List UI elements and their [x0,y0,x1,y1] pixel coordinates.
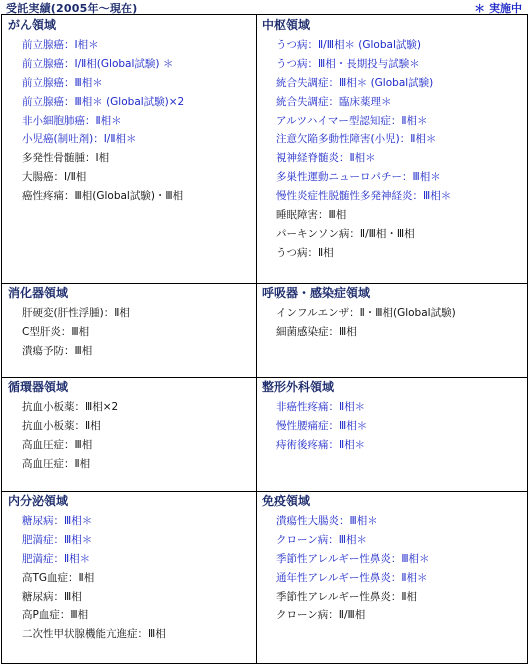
trial-item-ongoing: 非癌性疼痛：Ⅱ相＊ [276,401,366,413]
section-title: 循環器領域 [8,380,69,394]
trial-item: インフルエンザ：Ⅱ・Ⅲ相(Global試験) [276,307,456,319]
trial-item: 抗血小板薬：Ⅲ相×2 [22,401,119,413]
section-title: 免疫領域 [262,494,311,508]
trial-item-ongoing: 多巣性運動ニューロパチー：Ⅲ相＊ [276,171,441,184]
trial-item-ongoing: 通年性アレルギー性鼻炎：Ⅱ相＊ [276,571,428,584]
trial-item: 細菌感染症：Ⅲ相 [276,325,357,338]
trial-item: 多発性骨髄腫：Ⅰ相 [22,152,110,165]
section-immunology [256,491,529,665]
trial-item: 高血圧症：Ⅲ相 [22,438,93,451]
page-title: 受託実績(2005年～現在) [6,2,138,15]
trial-item: クローン病：Ⅱ/Ⅲ相 [276,609,366,622]
trial-item-ongoing: 季節性アレルギー性鼻炎：Ⅲ相＊ [276,552,430,565]
section-title: 整形外科領域 [262,380,335,394]
trial-item-ongoing: 慢性炎症性脱髄性多発神経炎：Ⅲ相＊ [276,190,452,203]
trial-item: 大腸癌：Ⅰ/Ⅱ相 [22,171,87,184]
section-item-list [22,398,118,474]
trial-item-ongoing: 肥満症：Ⅱ相＊ [22,552,91,565]
section-cardiovascular [2,377,256,491]
trial-item-ongoing: 前立腺癌：Ⅰ相＊ [22,39,99,51]
trial-item-ongoing: 前立腺癌：Ⅲ相＊ (Global試験)×2 [22,95,185,108]
trial-item: 潰瘍予防：Ⅲ相 [22,344,93,357]
trial-item-ongoing: 統合失調症：臨床薬理＊ [276,95,392,108]
trial-item-ongoing: クローン病：Ⅲ相＊ [276,533,368,546]
section-oncology [2,15,256,283]
trial-item: 睡眠障害：Ⅲ相 [276,209,347,222]
section-gastroenterology [2,283,256,377]
section-title: 消化器領域 [8,286,69,300]
trial-item: 高TG血症：Ⅱ相 [22,571,95,584]
section-item-list [276,304,456,342]
trial-item: 癌性疼痛：Ⅲ相(Global試験)・Ⅲ相 [22,190,184,203]
section-item-list [22,304,130,361]
trial-item-ongoing: 糖尿病：Ⅲ相＊ [22,515,93,527]
section-item-list [22,36,184,206]
trial-item-ongoing: うつ病：Ⅲ相・長期投与試験＊ [276,57,420,70]
header [0,0,530,15]
trial-item: C型肝炎：Ⅲ相 [22,325,90,338]
trial-item: 季節性アレルギー性鼻炎：Ⅱ相 [276,590,417,603]
ongoing-legend: ＊ 実施中 [474,2,522,15]
trial-item: 高P血症：Ⅲ相 [22,609,89,622]
section-title: 呼吸器・感染症領域 [262,286,371,300]
section-title: がん領域 [8,18,57,32]
section-title: 中枢領域 [262,18,311,32]
section-item-list [22,512,166,644]
trial-item-ongoing: 注意欠陥多動性障害(小児)：Ⅱ相＊ [276,133,437,146]
trial-item-ongoing: 慢性腰痛症：Ⅲ相＊ [276,419,368,432]
trial-item: 高血圧症：Ⅱ相 [22,457,91,470]
trial-item-ongoing: 統合失調症：Ⅲ相＊ (Global試験) [276,76,434,89]
section-endocrinology [2,491,256,665]
trial-item-ongoing: 前立腺癌：Ⅰ/Ⅱ相(Global試験) ＊ [22,57,174,70]
trial-item: 二次性甲状腺機能亢進症：Ⅲ相 [22,628,166,641]
section-item-list [276,36,451,263]
trial-item: 肝硬変(肝性浮腫)：Ⅱ相 [22,307,130,319]
section-cns [256,15,529,283]
trial-item-ongoing: 小児癌(制吐剤)：Ⅰ/Ⅱ相＊ [22,133,137,146]
trial-item: パーキンソン病：Ⅱ/Ⅲ相・Ⅲ相 [276,227,415,240]
section-item-list [276,398,367,455]
trial-item-ongoing: 非小細胞肺癌：Ⅱ相＊ [22,114,122,127]
section-respiratory-infection [256,283,529,377]
trial-item-ongoing: 痔術後疼痛：Ⅱ相＊ [276,438,366,451]
areas-table [1,14,528,664]
trial-item-ongoing: うつ病：Ⅱ/Ⅲ相＊ (Global試験) [276,39,421,51]
section-orthopedics [256,377,529,491]
trial-item: 糖尿病：Ⅲ相 [22,590,82,603]
trial-item-ongoing: 前立腺癌：Ⅲ相＊ [22,76,103,89]
trial-item-ongoing: 肥満症：Ⅲ相＊ [22,533,93,546]
section-item-list [276,512,430,625]
trial-item-ongoing: 視神経脊髄炎：Ⅱ相＊ [276,152,376,165]
trial-item: うつ病：Ⅱ相 [276,246,334,259]
section-title: 内分泌領域 [8,494,69,508]
trial-item-ongoing: アルツハイマー型認知症：Ⅱ相＊ [276,114,428,127]
trial-item-ongoing: 潰瘍性大腸炎：Ⅲ相＊ [276,515,378,527]
trial-item: 抗血小板薬：Ⅱ相 [22,419,101,432]
